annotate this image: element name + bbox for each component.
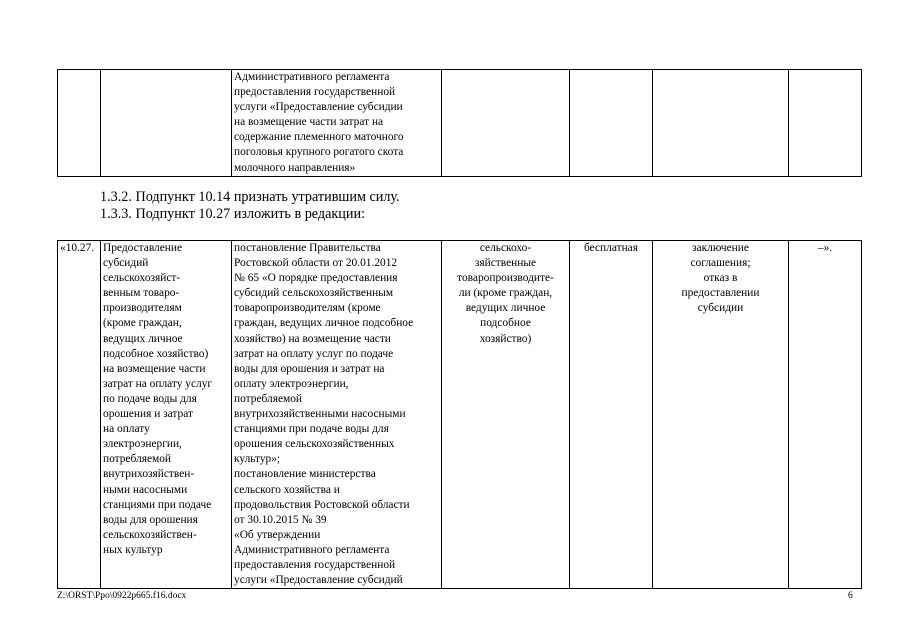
cell-payment	[570, 70, 653, 177]
table-row	[58, 70, 862, 177]
paragraph-1-3-3: 1.3.3. Подпункт 10.27 изложить в редакции:	[100, 206, 366, 222]
continuation-table	[57, 69, 862, 177]
services-table	[57, 240, 862, 589]
cell-last	[789, 70, 862, 177]
page-number: 6	[848, 591, 853, 601]
cell-payment: бесплатная	[570, 241, 653, 589]
cell-name: Предоставление субсидий сельскохозяйст- венным товаро- производителям (кроме граждан, ведущих личное подсобное хозяйство) на возмещение части затрат на оплату услуг по подаче воды для орошения и затрат на оплату электроэнергии, потребляемой внутрихозяйствен- ными насосными станциями при подаче воды для орошения сельскохозяйствен- ных культур	[101, 241, 232, 589]
footer-file-path: Z:\ORST\Ppo\0922p665.f16.docx	[57, 591, 187, 601]
table-row	[58, 241, 862, 589]
cell-name	[101, 70, 232, 177]
paragraph-1-3-2: 1.3.2. Подпункт 10.14 признать утратившим силу.	[100, 189, 400, 205]
cell-recipients: сельскохо- зяйственные товаропроизводите- ли (кроме граждан, ведущих личное подсобное хозяйство)	[442, 241, 570, 589]
cell-legal-basis: постановление Правительства Ростовской области от 20.01.2012 № 65 «О порядке предоставления субсидий сельскохозяйственным товаропроизводителям (кроме граждан, ведущих личное подсобное хозяйство) на возмещение части затрат на оплату услуг по подаче воды для орошения и затрат на оплату электроэнергии, потребляемой внутрихозяйственными насосными станциями при подаче воды для орошения сельскохозяйственных культур»; постановление министерства сельского хозяйства и продовольствия Ростовской области от 30.10.2015 № 39 «Об утверждении Административного регламента предоставления государственной услуги «Предоставление субсидий	[232, 241, 442, 589]
cell-result	[653, 70, 789, 177]
cell-recipients	[442, 70, 570, 177]
cell-number: «10.27.	[58, 241, 101, 589]
cell-number	[58, 70, 101, 177]
cell-last: –».	[789, 241, 862, 589]
cell-legal-basis: Административного регламента предоставления государственной услуги «Предоставление субсидии на возмещение части затрат на содержание племенного маточного поголовья крупного рогатого скота молочного направления»	[232, 70, 442, 177]
cell-result: заключение соглашения; отказ в предоставлении субсидии	[653, 241, 789, 589]
